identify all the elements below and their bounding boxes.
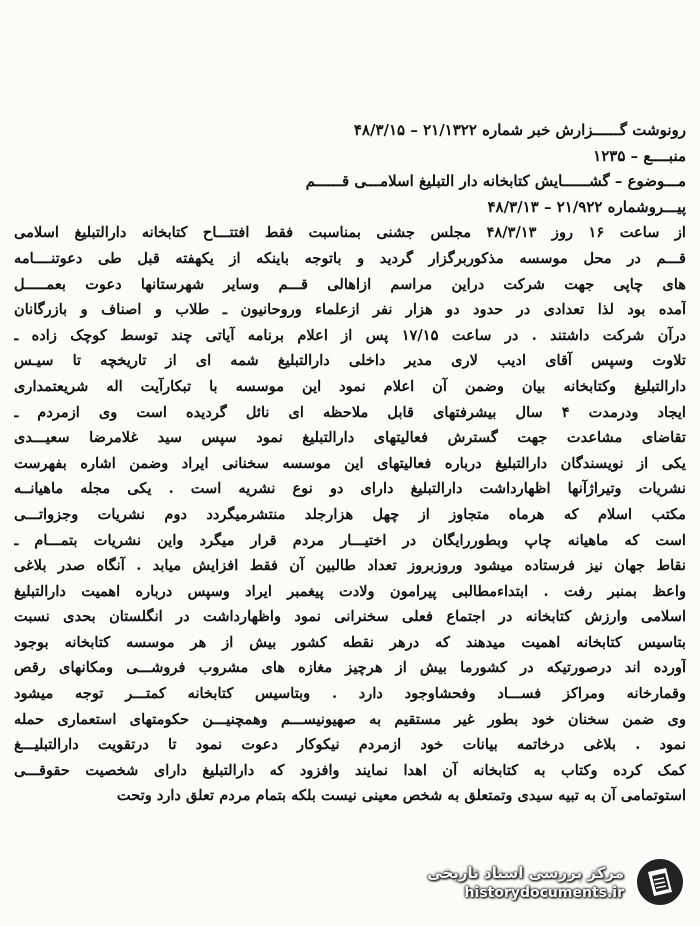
body-line: وقمارخانه ومراکز فســـاد وفحشاوجود دارد . وبتاسیس کتابخانه کمتـــر توجه میشود — [14, 685, 686, 703]
body-line: تقاضای مشاعدت جهت گسترش فعالیتهای دارالتبلیغ نمود سپس سید غلامرضا سعیـــدی — [14, 429, 686, 447]
body-line: مکتب اسلام که هرماه متجاوز از چهل هزارجلد منتشرمیگردد دوم نشریات وجزواتـــی — [14, 505, 686, 523]
watermark-text — [427, 864, 624, 901]
body-line: تلاوت وسپس آقای ادیب لاری مدیر داخلی دارالتبلیغ شمه ای از تاریخچه تا سیـس — [14, 352, 686, 370]
body-line: نقاط جهان نیز فرستاده میشود وروزبروز تعداد طالبین آن فقط افزایش میابد . آنگاه صدر بلاغی — [14, 557, 686, 575]
watermark-url: historydocuments.ir — [464, 884, 624, 901]
body-line: واعظ بمنبر رفت . ابتداءمطالبی پیرامون ولادت پیغمبر ایراد وسپس درباره اهمیت دارالتبلیغ — [14, 582, 686, 600]
subject-line: مـــوضوع – گشــــــایش کتابخانه دار التبلیغ اسلامـــی قــــــم — [305, 172, 686, 191]
body-line: درآن شرکت داشتند . در ساعت ۱۷/۱۵ پس از اعلام برنامه آیاتی چند توسط کوچک زاده ـ — [14, 326, 686, 344]
body-line: بتاسیس کتابخانه اهمیت میدهند که درهر نقطه کشور بیش از هر موسسه کتابخانه بوجود — [14, 633, 686, 651]
reference-line: پیـــروشماره ۲۱/۹۲۲ – ۴۸/۳/۱۳ — [487, 197, 686, 216]
document-archive-logo-icon — [634, 856, 686, 908]
source-line: منبــــع – ۱۲۳۵ — [593, 146, 686, 165]
watermark — [386, 852, 686, 912]
document-text — [14, 118, 686, 916]
body-line: از ساعت ۱۶ روز ۴۸/۳/۱۳ مجلس جشنی بمناسبت فقط افتتـــاح کتابخانه دارالتبلیغ اسلامی — [14, 224, 686, 242]
body-line: آمده بود لذا تعدادی در حدود دو هزار نفر ازعلماء وروحانیون ـ طلاب و اصناف و بازرگانان — [14, 301, 686, 319]
body-line: است که ماهیانه چاپ وبطوررایگان در اختیـــار مردم قرار میگرد واین نشریات بتمـــام ـ — [14, 531, 686, 549]
report-title-line: رونوشت گــــــزارش خبر شماره ۲۱/۱۳۲۲ – ۴۸/۳/۱۵ — [353, 121, 686, 139]
body-line: ایجاد ودرمدت ۴ سال بیشرفتهای قابل ملاحظه ای نائل گردیده است وی ازمردم ـ — [14, 403, 686, 421]
body-line: کمک کرده وکتاب به کتابخانه آن اهدا نمایند وافزود که دارالتبلیغ دارای شخصیت حقوقـــی — [14, 761, 686, 779]
body-line: نمود . بلاغی درخاتمه بیانات خود ازمردم نیکوکار دعوت نمود تا درتقویت دارالتبلیـــغ — [14, 736, 686, 754]
body-line: دارالتبلیغ وکتابخانه بیان وضمن آن اعلام نمود این موسسه با تبکارآیت اله شریعتمداری — [14, 377, 686, 395]
body-line: استوتمامی آن به تبیه سیدی وتمتعلق به شخص معینی نیست بلکه بتمام مردم تعلق دارد وتحت — [116, 787, 686, 805]
body-line: یکی از نویسندگان دارالتبلیغ درباره فعالیتهای این موسسه سخنانی ایراد وضمن اشاره بفهرست — [14, 454, 686, 472]
body-line: قـــم در محل موسسه مذکوربرگزار گردید و باتوجه باینکه از یکهفته قبل طی دعوتنــــامه — [14, 249, 686, 267]
watermark-title: مرکز بررسی اسناد تاریخی — [427, 863, 624, 882]
body-line: وی ضمن سخنان خود بطور غیر مستقیم به صهیونیســـم وهمچنیـــن حکومتهای استعماری حمله — [14, 710, 686, 728]
body-line: اسلامی وارزش کتابخانه در اجتماع فعلی سخنرانی نمود واظهارداشت در انگلستان بحدی نسبت — [14, 608, 686, 626]
body-line: آورده اند درصورتیکه در کشورما بیش از هرچیز مغازه های مشروب فروشـــی ومکانهای رقص — [14, 659, 686, 677]
body-line: نشریات وتیراژآنها اظهارداشت دارالتبلیغ دارای دو نوع نشریه است . یکی مجله ماهیانــه — [14, 480, 686, 498]
body-line: های چاپی جهت شرکت دراین مراسم ازاهالی قـــم وسایر شهرستانها دعوت بعمـــــل — [14, 275, 686, 293]
